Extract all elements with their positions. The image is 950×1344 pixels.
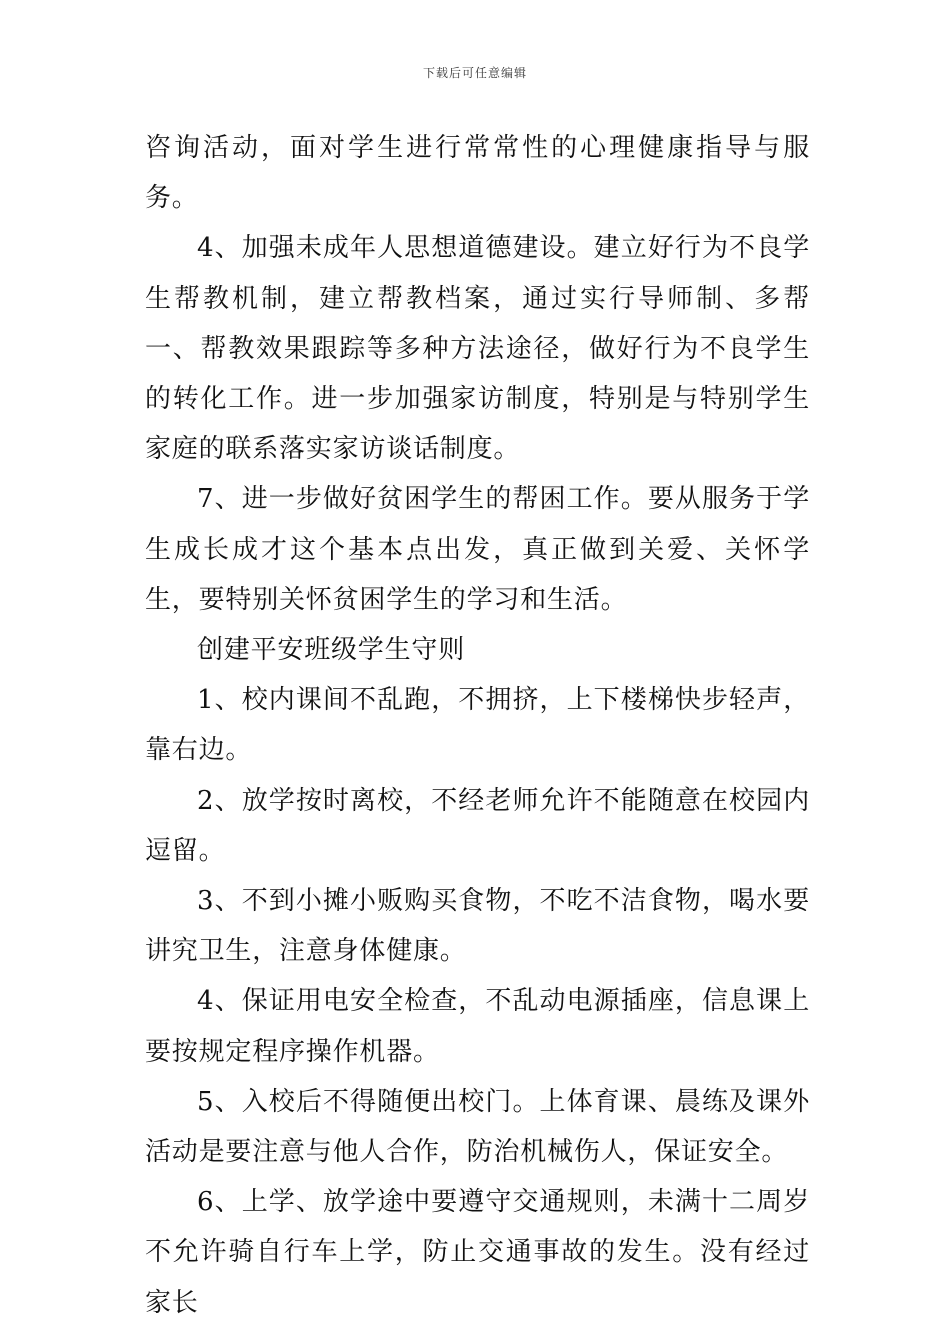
rule-item-1: 1、校内课间不乱跑，不拥挤，上下楼梯快步轻声，靠右边。 (145, 685, 810, 766)
section-heading-safety-rules: 创建平安班级学生守则 (197, 635, 466, 666)
rule-item-3: 3、不到小摊小贩购买食物，不吃不洁食物，喝水要讲究卫生，注意身体健康。 (145, 886, 810, 967)
rule-item-4: 4、保证用电安全检查，不乱动电源插座，信息课上要按规定程序操作机器。 (145, 986, 810, 1067)
paragraph-item-4-moral-education: 4、加强未成年人思想道德建设。建立好行为不良学生帮教机制，建立帮教档案，通过实行导师制、多帮一、帮教效果跟踪等多种方法途径，做好行为不良学生的转化工作。进一步加强家访制度，特别是与特别学生家庭的联系落实家访谈话制度。 (145, 233, 810, 465)
paragraph-item-7-poverty-assistance: 7、进一步做好贫困学生的帮困工作。要从服务于学生成长成才这个基本点出发，真正做到关爱、关怀学生，要特别关怀贫困学生的学习和生活。 (145, 484, 810, 615)
document-body (145, 123, 810, 1328)
rule-item-6: 6、上学、放学途中要遵守交通规则，未满十二周岁不允许骑自行车上学，防止交通事故的发生。没有经过家长 (145, 1187, 810, 1318)
rule-item-2: 2、放学按时离校，不经老师允许不能随意在校园内逗留。 (145, 785, 810, 866)
page-header: 下载后可任意编辑 (422, 66, 527, 80)
paragraph-counseling-continuation: 咨询活动，面对学生进行常常性的心理健康指导与服务。 (145, 133, 810, 214)
rule-item-5: 5、入校后不得随便出校门。上体育课、晨练及课外活动是要注意与他人合作，防治机械伤人，保证安全。 (145, 1086, 810, 1168)
